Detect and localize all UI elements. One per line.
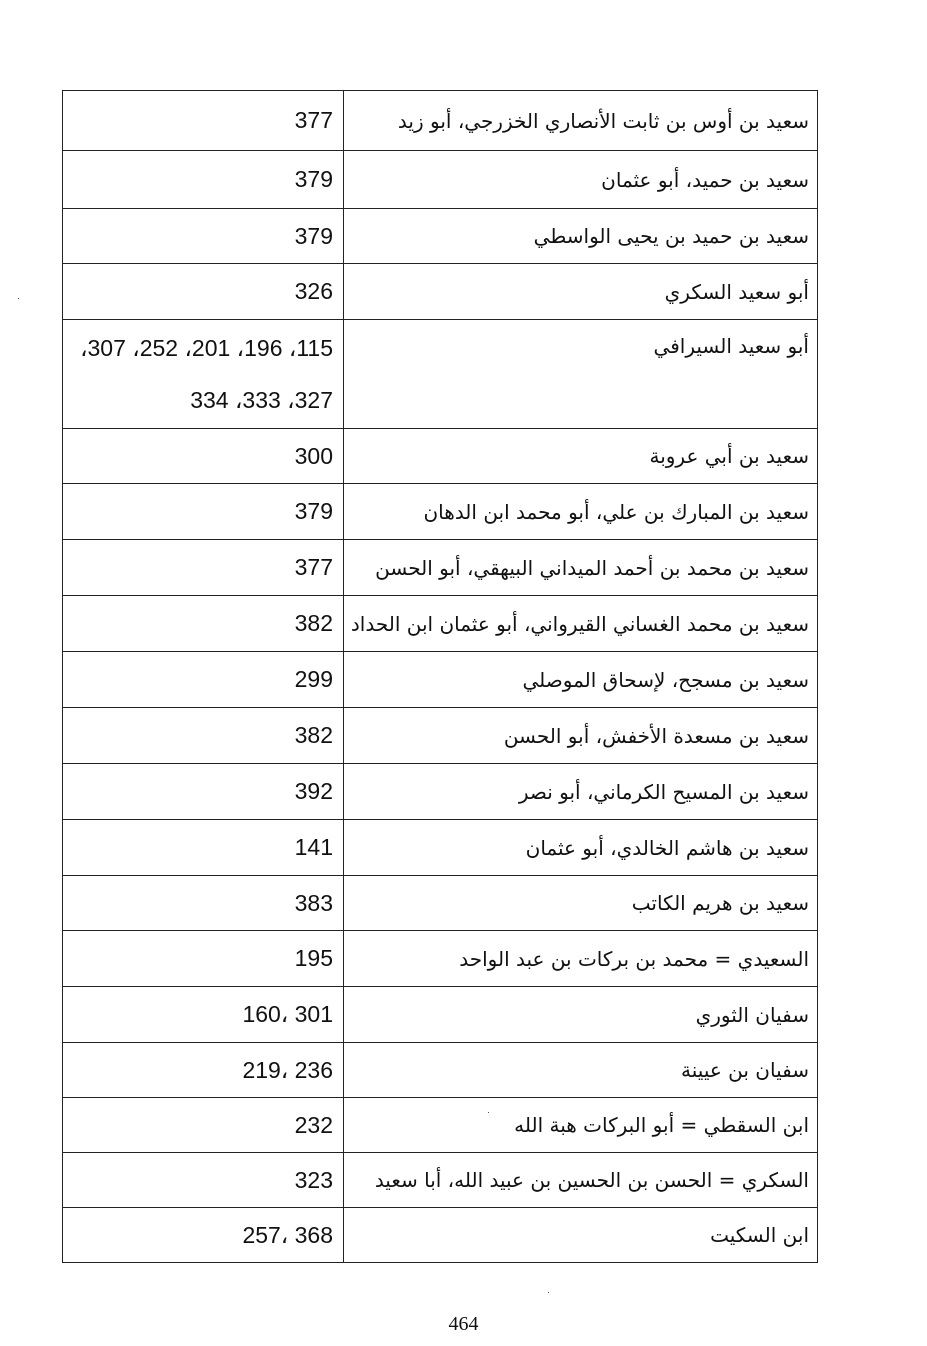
index-pages: 195 bbox=[294, 945, 333, 971]
index-pages: 382 bbox=[294, 722, 333, 748]
index-name-cell: سعيد بن أوس بن ثابت الأنصاري الخزرجي، أبو زيد bbox=[344, 91, 818, 151]
index-pages: 232 bbox=[294, 1111, 333, 1138]
index-table bbox=[62, 90, 818, 1263]
index-table-body bbox=[63, 91, 818, 1263]
index-pages-cell bbox=[63, 1208, 344, 1263]
index-name-cell: سعيد بن مسعدة الأخفش، أبو الحسن bbox=[344, 708, 818, 764]
scan-speck bbox=[488, 1112, 489, 1113]
index-row bbox=[63, 540, 818, 596]
index-pages-cell bbox=[63, 91, 344, 151]
index-row bbox=[63, 209, 818, 264]
index-row bbox=[63, 652, 818, 708]
index-pages-cell bbox=[63, 708, 344, 764]
index-pages: 383 bbox=[294, 889, 333, 916]
index-pages-cell bbox=[63, 320, 344, 429]
index-pages: 115، 196، 201، 252، 307، bbox=[80, 335, 333, 361]
index-pages-cell bbox=[63, 652, 344, 708]
index-row bbox=[63, 876, 818, 931]
index-name-cell: سفيان بن عيينة bbox=[344, 1043, 818, 1098]
index-row bbox=[63, 264, 818, 320]
index-name-cell: سعيد بن هريم الكاتب bbox=[344, 876, 818, 931]
index-pages: 377 bbox=[294, 554, 333, 580]
index-pages-cell bbox=[63, 151, 344, 209]
index-row bbox=[63, 429, 818, 484]
index-pages: 382 bbox=[294, 610, 333, 636]
index-name-cell: سعيد بن المسيح الكرماني، أبو نصر bbox=[344, 764, 818, 820]
index-row bbox=[63, 484, 818, 540]
index-pages-cell bbox=[63, 987, 344, 1043]
index-name-cell: السعيدي = محمد بن بركات بن عبد الواحد bbox=[344, 931, 818, 987]
index-pages: 327، 333، 334 bbox=[190, 387, 333, 413]
index-row bbox=[63, 1208, 818, 1263]
index-pages-cell bbox=[63, 429, 344, 484]
index-name-cell: أبو سعيد السيرافي bbox=[344, 320, 818, 429]
index-pages-cell bbox=[63, 484, 344, 540]
index-name-cell: سعيد بن أبي عروبة bbox=[344, 429, 818, 484]
index-row bbox=[63, 1153, 818, 1208]
scan-speck bbox=[18, 298, 19, 299]
index-pages-cell bbox=[63, 596, 344, 652]
index-name-cell: سعيد بن مسجح، لإسحاق الموصلي bbox=[344, 652, 818, 708]
index-pages-cell bbox=[63, 764, 344, 820]
index-pages-cell bbox=[63, 264, 344, 320]
page-number: 464 bbox=[448, 1313, 479, 1335]
index-row bbox=[63, 91, 818, 151]
index-pages: 160، 301 bbox=[242, 1001, 333, 1027]
index-pages-cell bbox=[63, 931, 344, 987]
index-pages: 300 bbox=[294, 442, 333, 469]
index-pages: 379 bbox=[294, 498, 333, 524]
index-row bbox=[63, 596, 818, 652]
index-pages: 379 bbox=[294, 222, 333, 249]
index-pages: 392 bbox=[294, 778, 333, 804]
index-row bbox=[63, 1098, 818, 1153]
index-name-cell: سعيد بن محمد بن أحمد الميداني البيهقي، أبو الحسن bbox=[344, 540, 818, 596]
scan-speck bbox=[548, 1292, 549, 1293]
index-pages-cell bbox=[63, 209, 344, 264]
index-row bbox=[63, 1043, 818, 1098]
index-pages: 326 bbox=[294, 278, 333, 304]
index-name-cell: سعيد بن محمد الغساني القيرواني، أبو عثمان ابن الحداد bbox=[344, 596, 818, 652]
index-pages-cell bbox=[63, 1153, 344, 1208]
index-row bbox=[63, 320, 818, 429]
index-name-cell: ابن السكيت bbox=[344, 1208, 818, 1263]
index-pages: 257، 368 bbox=[242, 1221, 333, 1248]
index-row bbox=[63, 708, 818, 764]
index-name-cell: سفيان الثوري bbox=[344, 987, 818, 1043]
index-pages-cell bbox=[63, 1043, 344, 1098]
index-row bbox=[63, 820, 818, 876]
index-name-cell: سعيد بن حميد بن يحيى الواسطي bbox=[344, 209, 818, 264]
index-row bbox=[63, 764, 818, 820]
index-pages: 299 bbox=[294, 666, 333, 692]
index-row bbox=[63, 931, 818, 987]
index-pages-cell bbox=[63, 1098, 344, 1153]
index-name-cell: السكري = الحسن بن الحسين بن عبيد الله، أبا سعيد bbox=[344, 1153, 818, 1208]
index-name-cell: ابن السقطي = أبو البركات هبة الله bbox=[344, 1098, 818, 1153]
index-pages-cell bbox=[63, 540, 344, 596]
index-pages-cell bbox=[63, 876, 344, 931]
index-pages: 377 bbox=[294, 107, 333, 133]
index-name-cell: سعيد بن حميد، أبو عثمان bbox=[344, 151, 818, 209]
index-pages: 323 bbox=[294, 1166, 333, 1193]
index-name-cell: سعيد بن هاشم الخالدي، أبو عثمان bbox=[344, 820, 818, 876]
index-pages: 379 bbox=[294, 166, 333, 192]
index-row bbox=[63, 987, 818, 1043]
index-pages-cell bbox=[63, 820, 344, 876]
index-name-cell: أبو سعيد السكري bbox=[344, 264, 818, 320]
index-row bbox=[63, 151, 818, 209]
index-pages: 219، 236 bbox=[242, 1056, 333, 1083]
index-pages: 141 bbox=[294, 834, 333, 860]
index-name-cell: سعيد بن المبارك بن علي، أبو محمد ابن الدهان bbox=[344, 484, 818, 540]
